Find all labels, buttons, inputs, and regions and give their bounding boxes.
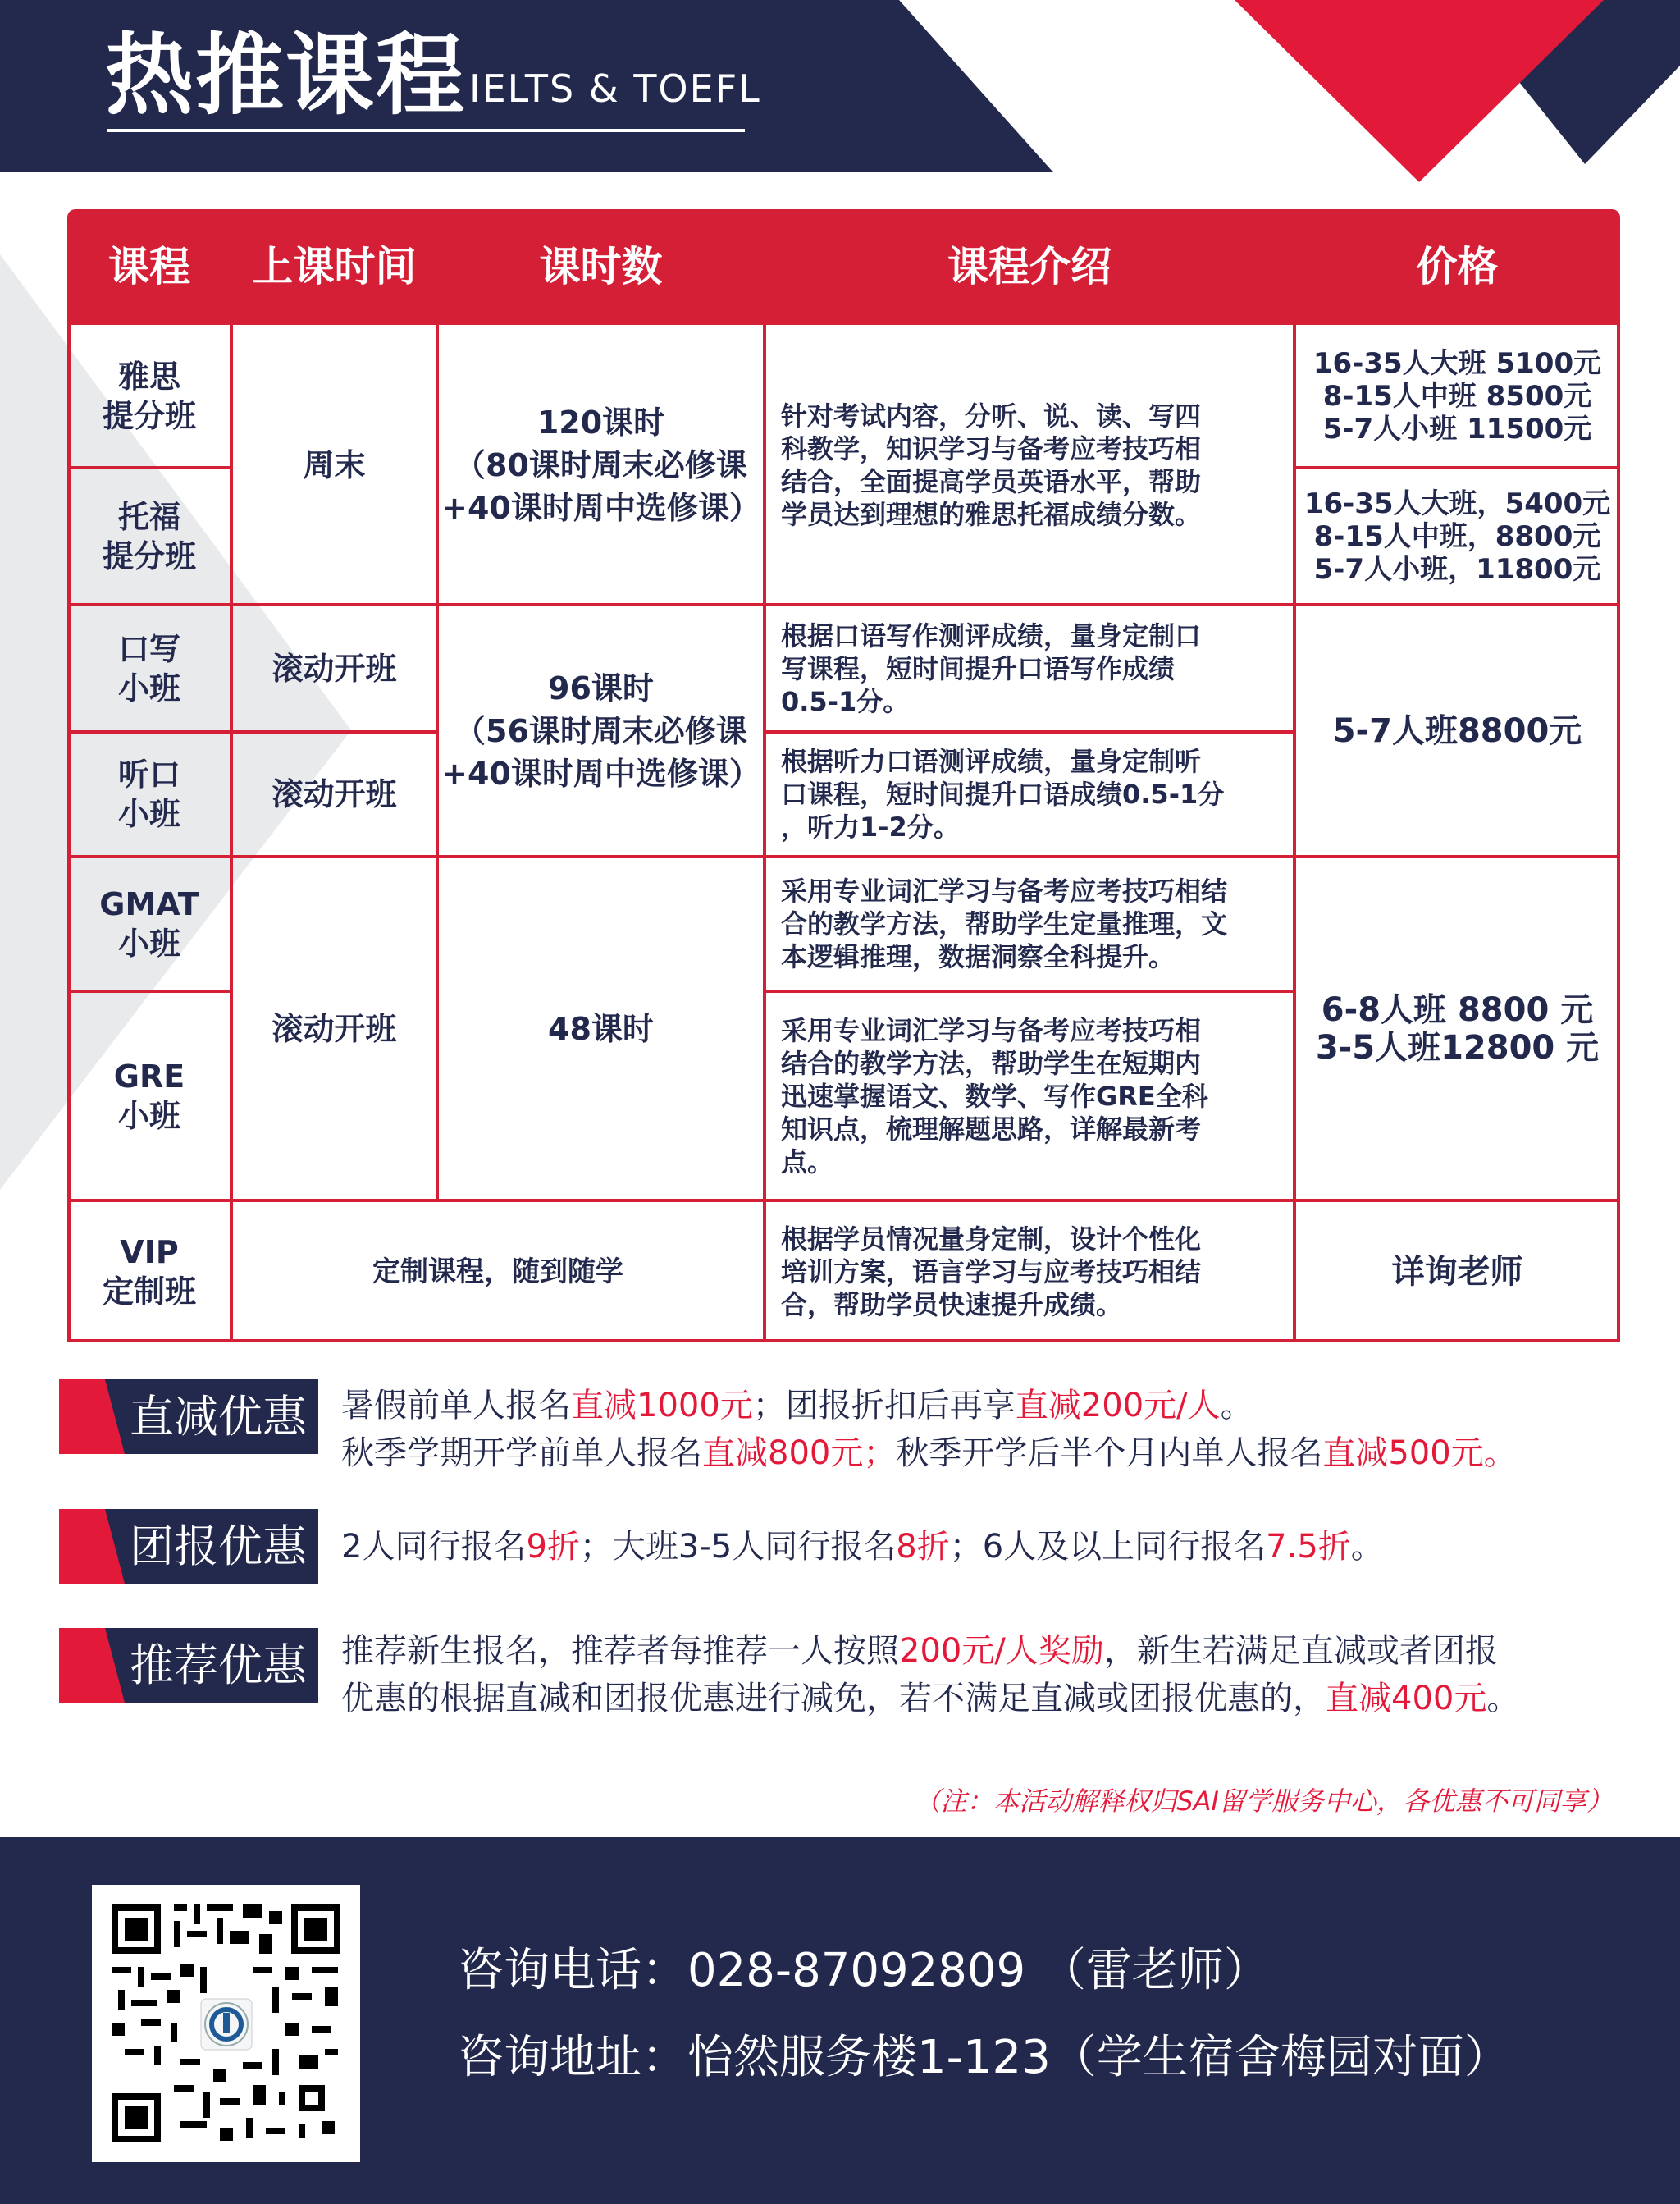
course-name-toefl	[67, 468, 231, 605]
promo-segment: 暑假前单人报名	[341, 1387, 571, 1424]
intro-line: 点。	[781, 1145, 834, 1177]
intro-line: 培训方案，语言学习与应考技巧相结	[781, 1255, 1202, 1287]
column-header-intro: 课程介绍	[947, 243, 1112, 290]
promo-label-text: 团报优惠	[130, 1520, 307, 1572]
course-name-line: 托福	[117, 498, 180, 535]
promo-highlight: 200元/人奖励	[899, 1632, 1104, 1670]
column-header-hours: 课时数	[539, 243, 663, 290]
table-border	[67, 466, 231, 469]
page-title: 热推课程	[105, 25, 467, 127]
table-border	[67, 603, 1620, 606]
promo-segment: 。	[1483, 1434, 1517, 1472]
course-name-line: GMAT	[99, 886, 199, 922]
course-name-line: 听口	[117, 757, 180, 793]
promo-segment: ；团报折扣后再享	[752, 1387, 1016, 1424]
promo-text-group-discount	[341, 1523, 1384, 1571]
promo-segment: ；6人及以上同行报名	[949, 1528, 1267, 1566]
promo-label-text: 推荐优惠	[130, 1639, 307, 1691]
price-line: 16-35人大班，5400元	[1303, 487, 1611, 520]
course-name-line: 定制班	[102, 1273, 196, 1310]
price-line: 5-7人小班，11800元	[1313, 552, 1601, 586]
promo-segment: 推荐新生报名，推荐者每推荐一人按照	[341, 1632, 899, 1670]
hours-line: 120课时	[536, 404, 665, 441]
intro-line: ，听力1-2分。	[781, 812, 960, 843]
column-header-time: 上课时间	[252, 243, 417, 290]
disclaimer-note: （注：本活动解释权归SAI留学服务中心，各优惠不可同享）	[914, 1786, 1613, 1817]
hours-line: +40课时周中选修课）	[441, 755, 760, 792]
table-border	[1617, 325, 1620, 1342]
intro-cell	[765, 857, 1294, 991]
title-underline	[107, 129, 745, 132]
promo-segment: 。	[1350, 1528, 1384, 1566]
promo-highlight: 直减1000元	[571, 1387, 753, 1424]
promo-label-group-discount	[59, 1509, 318, 1584]
intro-line: 结合的教学方法，帮助学生在短期内	[781, 1047, 1202, 1079]
promo-segment: ；大班3-5人同行报名	[579, 1528, 897, 1566]
contact-phone: 咨询电话：028-87092809 （雷老师）	[458, 1944, 1270, 1997]
promo-text-referral	[341, 1627, 1519, 1722]
table-border	[230, 325, 233, 1342]
table-border	[763, 325, 766, 1342]
course-name-line: 小班	[117, 796, 180, 832]
promo-highlight: 9折	[526, 1528, 580, 1566]
price-cell	[1294, 857, 1620, 1200]
contact-address: 咨询地址：怡然服务楼1-123（学生宿舍梅园对面）	[458, 2031, 1510, 2084]
course-name-line: 雅思	[117, 359, 180, 395]
intro-line: 学员达到理想的雅思托福成绩分数。	[781, 498, 1202, 530]
course-name-gmat	[67, 857, 231, 991]
price-cell: 5-7人班8800元	[1332, 711, 1582, 750]
promo-label-direct-discount	[59, 1379, 318, 1454]
hours-cell	[437, 605, 765, 857]
page-subtitle: IELTS & TOEFL	[469, 66, 761, 111]
hours-line: （80课时周末必修课	[454, 446, 747, 483]
promo-line	[341, 1382, 1517, 1429]
hours-cell	[437, 325, 765, 605]
intro-line: 采用专业词汇学习与备考应考技巧相结	[781, 876, 1228, 907]
intro-cell	[765, 325, 1294, 605]
promo-label-text: 直减优惠	[130, 1391, 307, 1443]
course-name-line: VIP	[120, 1233, 179, 1270]
intro-line: 迅速掌握语文、数学、写作GRE全科	[781, 1080, 1208, 1112]
promo-line	[341, 1523, 1384, 1571]
table-border	[67, 855, 1620, 858]
course-name-line: 小班	[117, 926, 180, 962]
schedule-cell: 周末	[303, 446, 366, 483]
course-table-header	[67, 209, 1620, 325]
promo-highlight: 7.5折	[1266, 1528, 1351, 1566]
course-name-line: 小班	[117, 670, 180, 706]
intro-line: 写课程，短时间提升口语写作成绩	[781, 652, 1176, 684]
promo-segment: 秋季开学后半个月内单人报名	[896, 1434, 1323, 1472]
price-line: 6-8人班 8800 元	[1321, 990, 1594, 1029]
schedule-cell: 滚动开班	[272, 1010, 397, 1047]
promo-highlight: 直减800元；	[702, 1434, 897, 1472]
table-border	[67, 990, 231, 993]
course-name-ielts	[67, 325, 231, 468]
price-line: 8-15人中班，8800元	[1313, 519, 1601, 553]
course-name-line: GRE	[113, 1058, 185, 1095]
intro-cell	[765, 1200, 1294, 1342]
price-line: 16-35人大班 5100元	[1312, 347, 1602, 380]
promo-line	[341, 1675, 1519, 1722]
promo-segment: 2人同行报名	[341, 1528, 527, 1566]
price-cell	[1294, 325, 1620, 468]
qr-code-graphic	[92, 1885, 360, 2162]
course-name-vip	[67, 1200, 231, 1342]
promo-label-referral	[59, 1628, 318, 1703]
intro-line: 科教学，知识学习与备考应考技巧相	[781, 432, 1202, 464]
course-name-listening-speaking	[67, 732, 231, 857]
price-line: 3-5人班12800 元	[1315, 1028, 1600, 1067]
intro-line: 采用专业词汇学习与备考应考技巧相	[781, 1014, 1202, 1046]
table-border	[67, 730, 437, 734]
course-name-line: 提分班	[102, 537, 196, 574]
promo-text-direct-discount	[341, 1382, 1517, 1477]
promo-segment: 优惠的根据直减和团报优惠进行减免，若不满足直减或团报优惠的，	[341, 1680, 1326, 1717]
promo-highlight: 8折	[896, 1528, 950, 1566]
table-border	[1293, 325, 1296, 1342]
intro-line: 知识点，梳理解题思路，详解最新考	[781, 1113, 1202, 1145]
promo-highlight: 直减400元	[1326, 1680, 1487, 1717]
table-border	[67, 1339, 1620, 1342]
intro-line: 根据学员情况量身定制，设计个性化	[781, 1223, 1202, 1255]
promo-line	[341, 1627, 1519, 1675]
price-line: 5-7人小班 11500元	[1322, 413, 1592, 446]
promo-highlight: 直减500元	[1322, 1434, 1484, 1472]
promo-highlight: 直减200元/人	[1015, 1387, 1221, 1424]
table-border	[765, 730, 1294, 734]
intro-line: 合，帮助学员快速提升成绩。	[781, 1288, 1123, 1320]
price-line: 8-15人中班 8500元	[1322, 380, 1592, 413]
promo-segment: 。	[1220, 1387, 1253, 1424]
intro-cell	[765, 605, 1294, 732]
price-cell: 详询老师	[1391, 1252, 1523, 1291]
intro-line: 根据口语写作测评成绩，量身定制口	[781, 620, 1202, 652]
column-header-price: 价格	[1416, 243, 1499, 290]
promo-segment: 。	[1486, 1680, 1520, 1717]
promo-segment: ，新生若满足直减或者团报	[1103, 1632, 1498, 1670]
intro-cell	[765, 991, 1294, 1200]
qr-code-icon[interactable]	[92, 1885, 360, 2162]
intro-cell	[765, 732, 1294, 857]
course-name-speaking-writing	[67, 605, 231, 732]
schedule-cell: 滚动开班	[272, 776, 397, 812]
table-border	[67, 1199, 1620, 1202]
hours-cell: 48课时	[548, 1010, 654, 1047]
course-table-body	[67, 325, 1620, 1342]
course-name-line: 小班	[117, 1097, 180, 1134]
schedule-cell-vip: 定制课程，随到随学	[372, 1255, 623, 1288]
intro-line: 口课程，短时间提升口语成绩0.5-1分	[781, 779, 1225, 810]
intro-line: 本逻辑推理，数据洞察全科提升。	[781, 941, 1176, 972]
table-border	[436, 325, 439, 1200]
table-border	[1294, 466, 1620, 469]
hours-line: 96课时	[548, 670, 654, 706]
hours-line: （56课时周末必修课	[454, 712, 747, 749]
intro-line: 针对考试内容，分听、说、读、写四	[781, 400, 1202, 432]
schedule-cell: 滚动开班	[272, 650, 397, 687]
intro-line: 0.5-1分。	[781, 685, 910, 717]
column-header-course: 课程	[108, 243, 190, 290]
intro-line: 根据听力口语测评成绩，量身定制听	[781, 746, 1202, 777]
hours-line: +40课时周中选修课）	[441, 489, 760, 526]
table-border	[67, 325, 71, 1342]
intro-line: 合的教学方法，帮助学生定量推理，文	[781, 908, 1228, 940]
promo-line	[341, 1429, 1517, 1477]
promo-segment: 秋季学期开学前单人报名	[341, 1434, 702, 1472]
course-name-line: 提分班	[102, 398, 196, 434]
course-name-line: 口写	[117, 630, 180, 667]
course-name-gre	[67, 991, 231, 1200]
intro-line: 结合，全面提高学员英语水平，帮助	[781, 465, 1202, 497]
price-cell	[1294, 468, 1620, 605]
table-border	[765, 990, 1294, 993]
